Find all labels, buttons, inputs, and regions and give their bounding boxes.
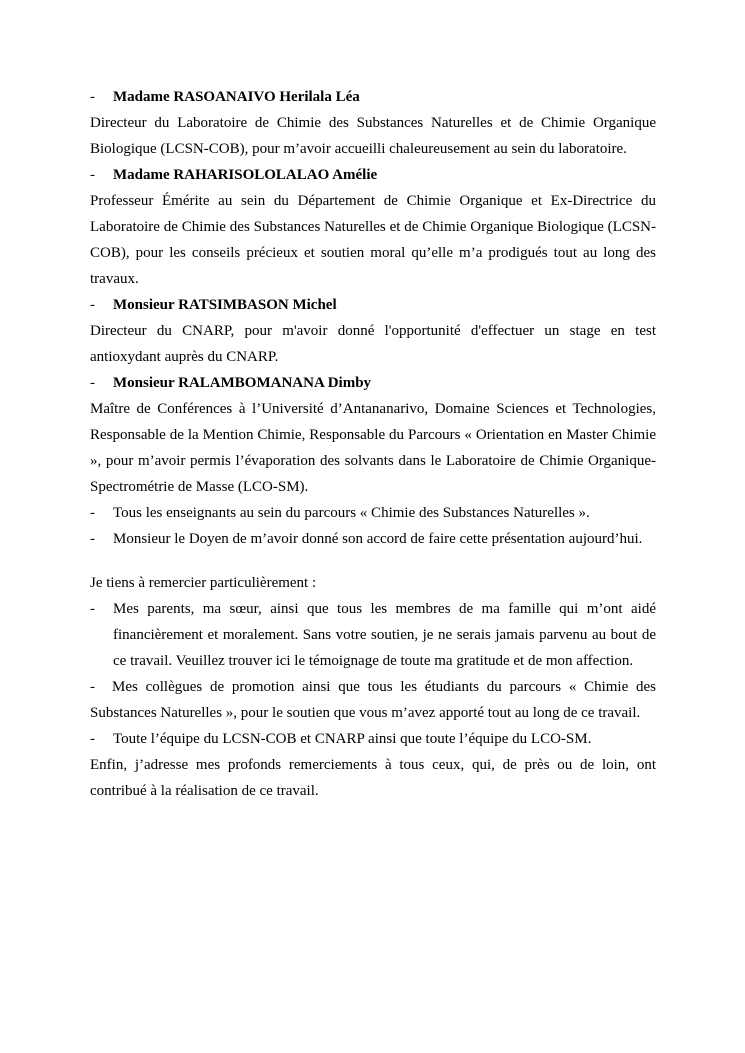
bullet-text: Mes collègues de promotion ainsi que tous les étudiants du parcours « Chimie des Substances Naturelles », pour le soutien que vous m’avez apporté tout au long de ce travail. [90, 679, 656, 721]
paragraph: Directeur du Laboratoire de Chimie des Substances Naturelles et de Chimie Organique Biologique (LCSN-COB), pour m’avoir accueilli chaleureusement au sein du laboratoire. [90, 115, 656, 157]
bullet-item [90, 526, 656, 552]
paragraph: Je tiens à remercier particulièrement : [90, 575, 317, 591]
bullet-dash: - [90, 375, 95, 391]
paragraph: Directeur du CNARP, pour m'avoir donné l'opportunité d'effectuer un stage en test antioxydant auprès du CNARP. [90, 323, 656, 365]
bullet-dash: - [90, 505, 95, 521]
bullet-text: Monsieur le Doyen de m’avoir donné son accord de faire cette présentation aujourd’hui. [113, 531, 643, 547]
bullet-text: Mes parents, ma sœur, ainsi que tous les membres de ma famille qui m’ont aidé financièrement et moralement. Sans votre soutien, je ne serais jamais parvenu au bout de ce travail. Veuillez trouver ici le témoignage de toute ma gratitude et de mon affection. [113, 601, 656, 669]
bullet-item [90, 674, 656, 726]
bullet-item [90, 596, 656, 674]
bullet-item-name [90, 84, 656, 110]
paragraph: Maître de Conférences à l’Université d’Antananarivo, Domaine Sciences et Technologies, Responsable de la Mention Chimie, Responsable du Parcours « Orientation en Master Chimie », pour m’avoir permis l’évaporation des solvants dans le Laboratoire de Chimie Organique-Spectrométrie de Masse (LCO-SM). [90, 401, 656, 495]
bullet-dash: - [90, 731, 95, 747]
bullet-text: Madame RASOANAIVO Herilala Léa [113, 89, 360, 105]
bullet-text: Monsieur RALAMBOMANANA Dimby [113, 375, 372, 391]
bullet-item-name [90, 370, 656, 396]
paragraph: Enfin, j’adresse mes profonds remerciements à tous ceux, qui, de près ou de loin, ont contribué à la réalisation de ce travail. [90, 757, 656, 799]
paragraph: Professeur Émérite au sein du Département de Chimie Organique et Ex-Directrice du Laboratoire de Chimie des Substances Naturelles et de Chimie Organique Biologique (LCSN-COB), pour les conseils précieux et soutien moral qu’elle m’a prodigués tout au long des travaux. [90, 193, 656, 287]
document-body [90, 84, 656, 804]
bullet-item [90, 500, 656, 526]
bullet-dash: - [90, 167, 95, 183]
bullet-dash: - [90, 679, 95, 695]
bullet-text: Tous les enseignants au sein du parcours « Chimie des Substances Naturelles ». [113, 505, 590, 521]
bullet-item [90, 726, 656, 752]
bullet-item-name [90, 162, 656, 188]
paragraph-spacer [90, 552, 656, 570]
bullet-text: Monsieur RATSIMBASON Michel [113, 297, 337, 313]
bullet-dash: - [90, 89, 95, 105]
bullet-dash: - [90, 601, 95, 617]
bullet-dash: - [90, 297, 95, 313]
bullet-item-name [90, 292, 656, 318]
bullet-dash: - [90, 531, 95, 547]
bullet-text: Madame RAHARISOLOLALAO Amélie [113, 167, 378, 183]
bullet-text: Toute l’équipe du LCSN-COB et CNARP ainsi que toute l’équipe du LCO-SM. [113, 731, 592, 747]
